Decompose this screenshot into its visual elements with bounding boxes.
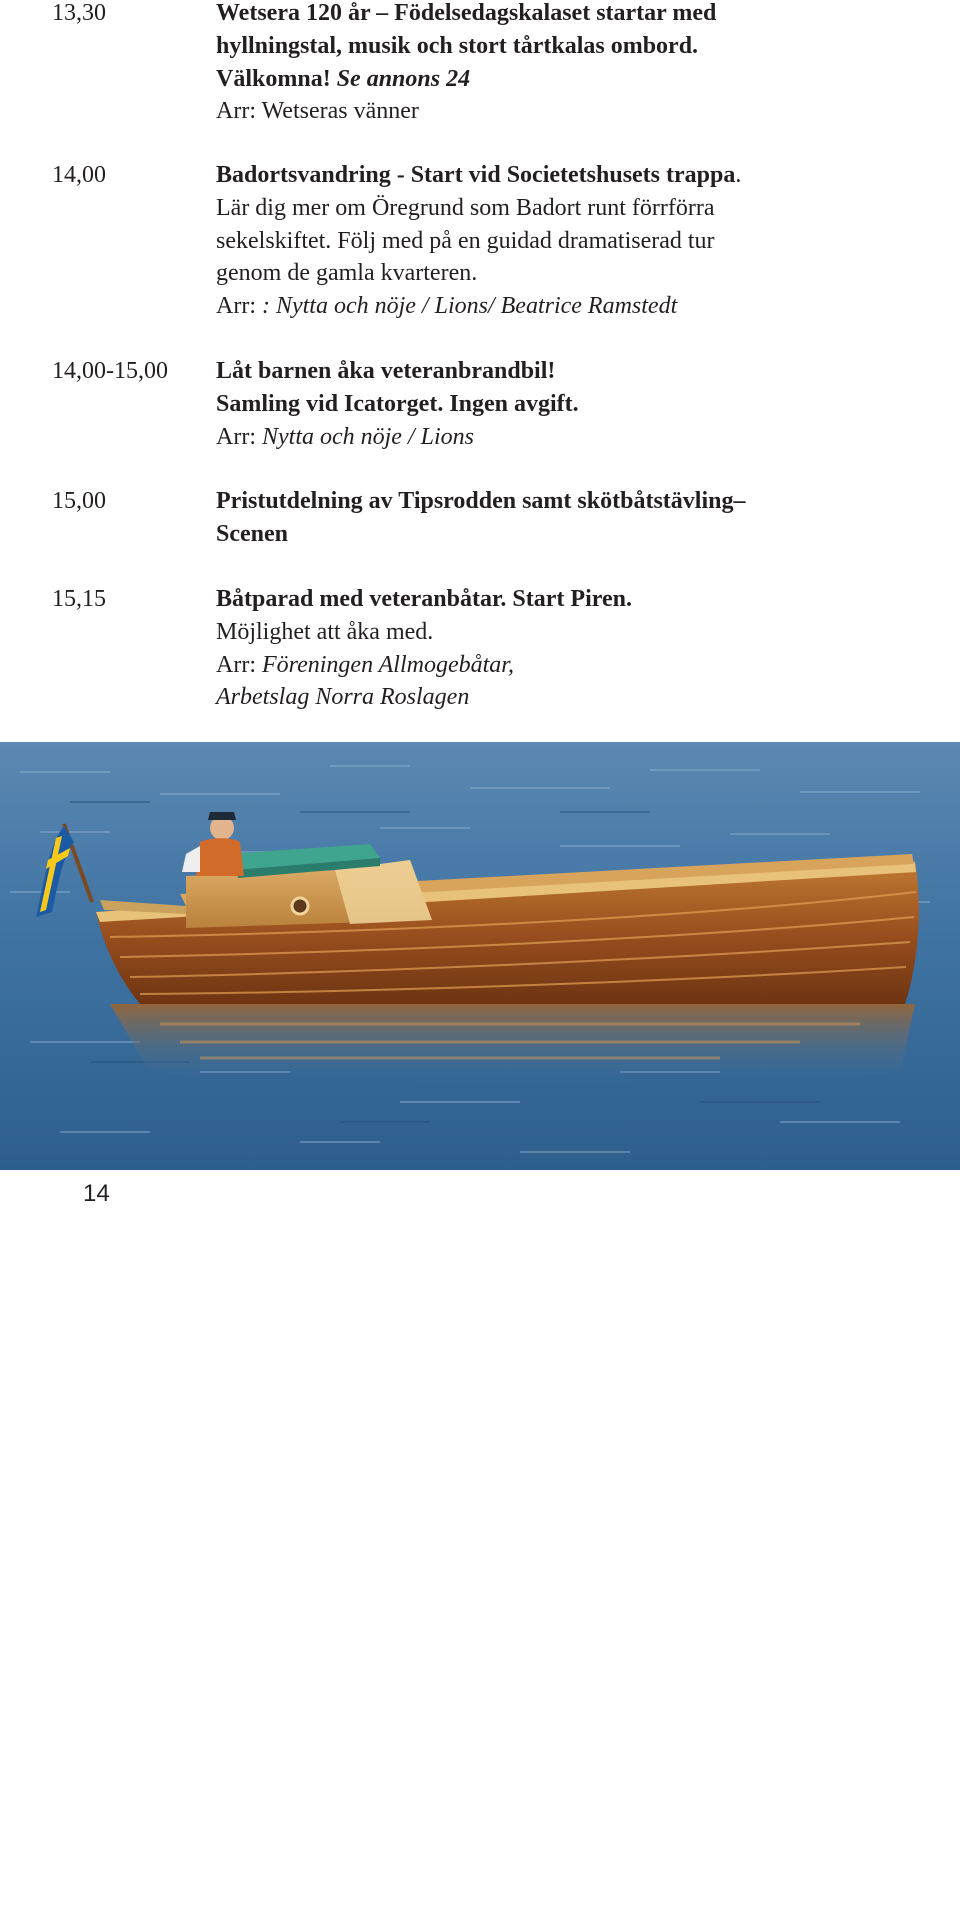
event-description-line — [216, 649, 936, 682]
event-text: Scenen — [216, 520, 288, 547]
event-time: 15,15 — [52, 586, 106, 612]
event-time: 13,30 — [52, 0, 106, 26]
event-description — [216, 0, 936, 128]
event-text: Lär dig mer om Öregrund som Badort runt förrförra — [216, 194, 715, 221]
event-time: 14,00-15,00 — [52, 358, 168, 384]
event-time: 14,00 — [52, 162, 106, 188]
photo-credit: foto Bertil Lundström — [934, 1697, 957, 1906]
event-text-extra: Föreningen Allmogebåtar, — [261, 651, 514, 678]
event-text-extra: : Nytta och nöje / Lions/ Beatrice Ramstedt — [261, 293, 678, 320]
event-description-line — [216, 388, 936, 421]
event-description-line — [216, 583, 936, 616]
event-text: Wetsera 120 år – Födelsedagskalaset startar med — [216, 0, 717, 26]
event-description-line — [216, 159, 936, 192]
event-text: Badortsvandring - Start vid Societetshusets trappa — [216, 162, 736, 188]
event-description — [216, 355, 936, 453]
event-description-line — [216, 485, 936, 518]
event-text: hyllningstal, musik och stort tårtkalas ombord. — [216, 32, 699, 59]
event-text: Arr: — [216, 98, 262, 125]
event-description — [216, 485, 936, 551]
event-description-line — [216, 63, 936, 96]
event-text: Arbetslag Norra Roslagen — [216, 684, 470, 711]
event-text-extra: . — [735, 162, 742, 188]
event-text: Möjlighet att åka med. — [216, 618, 434, 645]
event-text-extra: Wetseras vänner — [261, 98, 419, 125]
event-description-line — [216, 30, 936, 63]
event-description — [216, 159, 936, 323]
event-text: Samling vid Icatorget. Ingen avgift. — [216, 390, 579, 417]
event-text: sekelskiftet. Följ med på en guidad dramatiserad tur — [216, 227, 715, 254]
event-description-line — [216, 681, 936, 714]
event-description-line — [216, 290, 936, 323]
event-time: 15,00 — [52, 488, 106, 514]
event-description — [216, 583, 936, 714]
event-text: Arr: — [216, 423, 262, 450]
event-description-line — [216, 518, 936, 551]
event-text-extra: Se annons 24 — [336, 65, 471, 92]
event-text: Välkomna! — [216, 65, 337, 92]
event-text: Låt barnen åka veteranbrandbil! — [216, 358, 556, 384]
event-description-line — [216, 616, 936, 649]
event-text: genom de gamla kvarteren. — [216, 260, 478, 287]
event-description-line — [216, 0, 936, 30]
event-description-line — [216, 257, 936, 290]
event-description-line — [216, 225, 936, 258]
event-description-line — [216, 421, 936, 454]
event-description-line — [216, 192, 936, 225]
event-text-extra: Nytta och nöje / Lions — [261, 423, 474, 450]
event-description-line — [216, 95, 936, 128]
event-text: Arr: — [216, 651, 262, 678]
event-text: Arr: — [216, 293, 262, 320]
event-description-line — [216, 355, 936, 388]
event-text: Pristutdelning av Tipsrodden samt skötbåtstävling– — [216, 488, 746, 514]
event-text: Båtparad med veteranbåtar. Start Piren. — [216, 586, 632, 612]
page-number: 14 — [83, 1180, 110, 1207]
